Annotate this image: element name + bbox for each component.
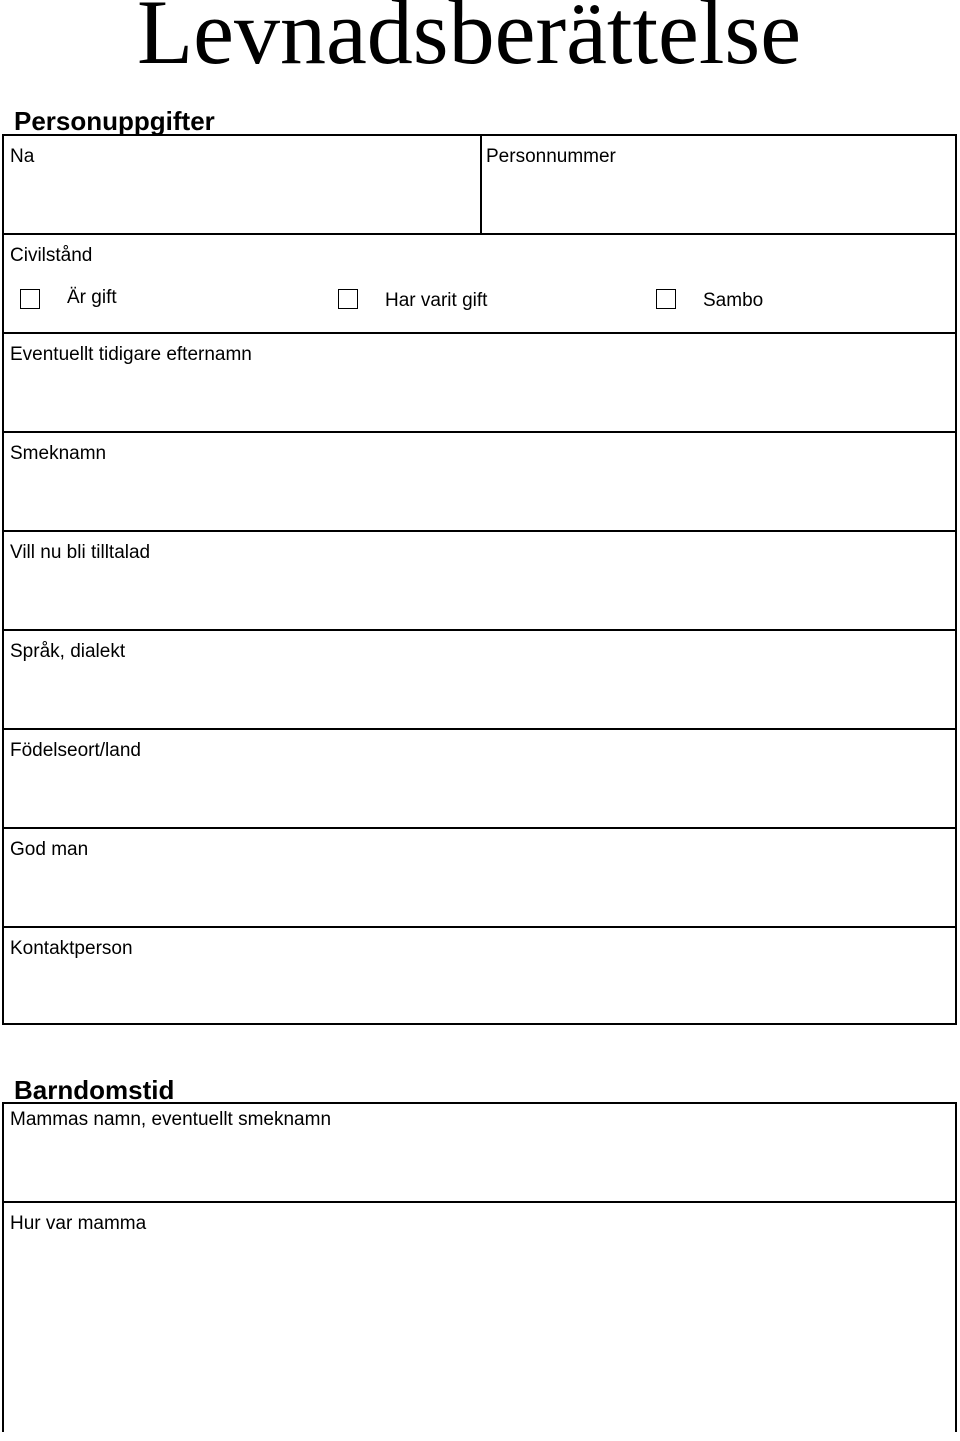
personnummer-label: Personnummer: [486, 146, 616, 167]
field-label: Mammas namn, eventuellt smeknamn: [10, 1109, 332, 1130]
sambo-checkbox[interactable]: [656, 289, 676, 309]
column-divider: [480, 136, 482, 233]
ar-gift-checkbox[interactable]: [20, 289, 40, 309]
document-title: Levnadsberättelse: [136, 0, 802, 83]
form-row[interactable]: [4, 431, 955, 530]
form-row[interactable]: [4, 629, 955, 728]
section-heading-personuppgifter: Personuppgifter: [14, 106, 215, 136]
field-label: Hur var mamma: [10, 1213, 147, 1234]
field-label: Vill nu bli tilltalad: [10, 542, 151, 563]
civilstand-label: Civilstånd: [10, 245, 93, 266]
form-row[interactable]: [4, 728, 955, 827]
sambo-label: Sambo: [703, 290, 764, 311]
civilstand-row: [4, 233, 955, 332]
section-heading-barndomstid: Barndomstid: [14, 1075, 175, 1105]
field-label: Smeknamn: [10, 443, 107, 464]
field-label: Födelseort/land: [10, 740, 141, 761]
barndomstid-form: [2, 1102, 957, 1432]
name-row: [4, 136, 955, 233]
form-row[interactable]: [4, 926, 955, 1025]
field-label: God man: [10, 839, 89, 860]
ar-gift-label: Är gift: [67, 287, 117, 308]
form-row[interactable]: [4, 332, 955, 431]
field-label: Språk, dialekt: [10, 641, 126, 662]
har-varit-gift-label: Har varit gift: [385, 290, 488, 311]
form-row[interactable]: [4, 1104, 955, 1201]
form-row[interactable]: [4, 530, 955, 629]
name-label: Na: [10, 146, 35, 167]
har-varit-gift-checkbox[interactable]: [338, 289, 358, 309]
field-label: Eventuellt tidigare efternamn: [10, 344, 252, 365]
personuppgifter-form: [2, 134, 957, 1025]
form-row[interactable]: [4, 827, 955, 926]
form-row[interactable]: [4, 1201, 955, 1441]
field-label: Kontaktperson: [10, 938, 133, 959]
